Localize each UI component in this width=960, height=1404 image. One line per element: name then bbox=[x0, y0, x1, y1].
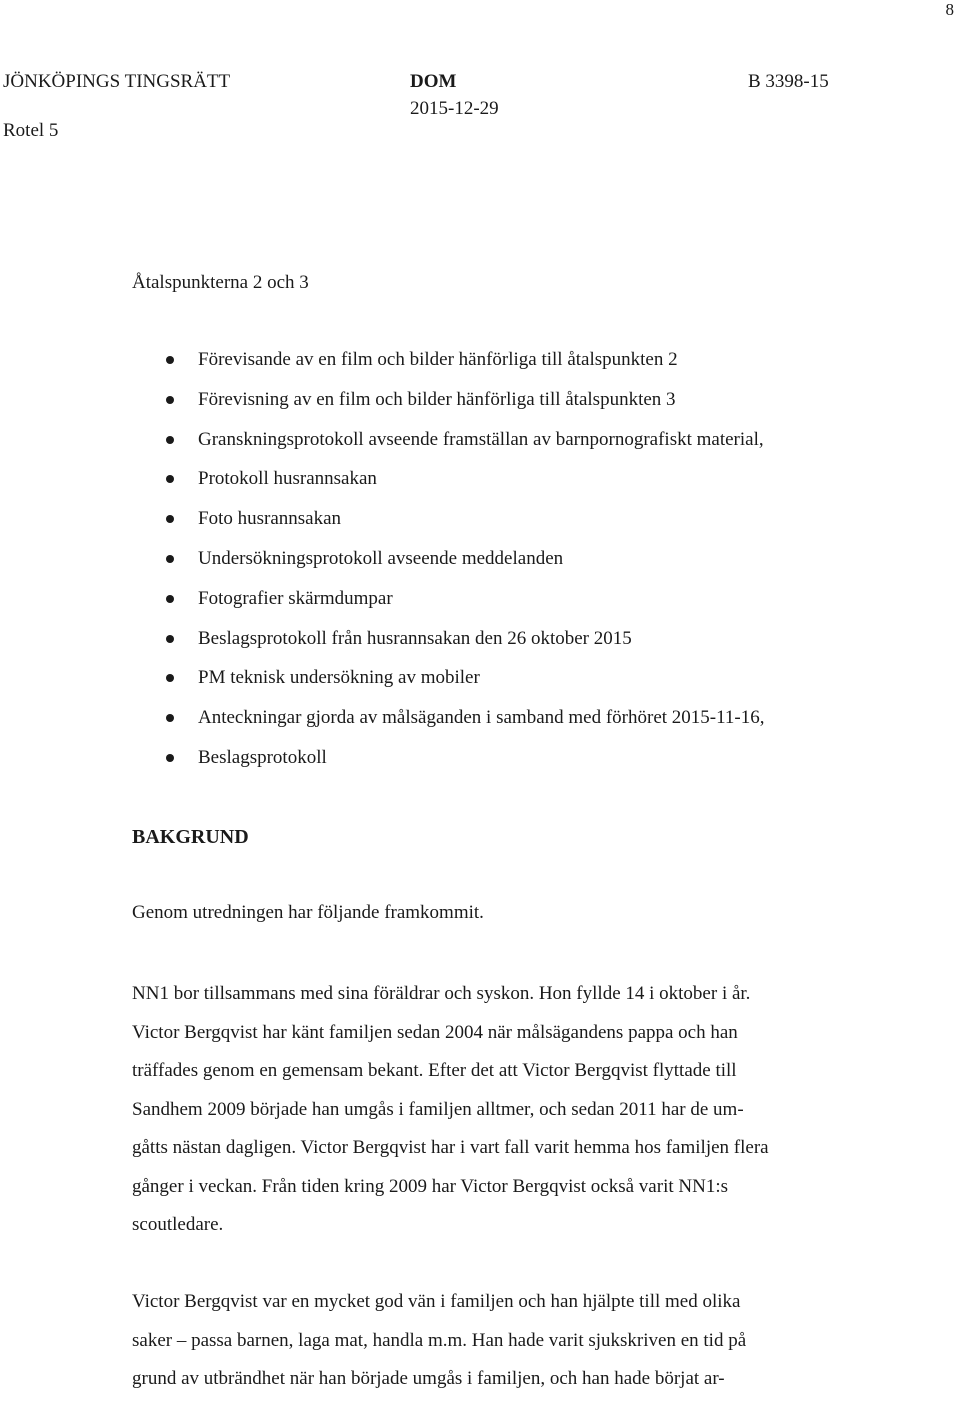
bullet-icon bbox=[166, 674, 174, 682]
background-paragraph-2 bbox=[132, 1288, 892, 1404]
list-item-text: Beslagsprotokoll från husrannsakan den 26 oktober 2015 bbox=[198, 627, 632, 649]
list-item-text: Undersökningsprotokoll avseende meddelanden bbox=[198, 547, 564, 569]
list-item-text: Foto husrannsakan bbox=[198, 508, 342, 530]
list-item-text: Beslagsprotokoll bbox=[198, 746, 327, 768]
document-type: DOM bbox=[410, 71, 457, 92]
court-name: JÖNKÖPINGS TINGSRÄTT bbox=[3, 71, 231, 92]
page-number: 8 bbox=[945, 0, 954, 19]
list-item-text: Förevisning av en film och bilder hänförliga till åtalspunkten 3 bbox=[198, 388, 676, 410]
paragraph-line: scoutledare. bbox=[132, 1214, 224, 1235]
background-paragraph-1 bbox=[132, 980, 892, 1250]
list-item-text: Fotografier skärmdumpar bbox=[198, 587, 393, 609]
counts-heading: Åtalspunkterna 2 och 3 bbox=[132, 272, 309, 293]
bullet-icon bbox=[166, 555, 174, 563]
bullet-icon bbox=[166, 714, 174, 722]
list-item-text: Anteckningar gjorda av målsäganden i samband med förhöret 2015-11-16, bbox=[198, 707, 765, 729]
court-division: Rotel 5 bbox=[3, 120, 59, 141]
list-item-text: Protokoll husrannsakan bbox=[198, 468, 377, 490]
bullet-icon bbox=[166, 754, 174, 762]
paragraph-line: Sandhem 2009 började han umgås i familjen alltmer, och sedan 2011 har de um- bbox=[132, 1098, 744, 1120]
bullet-icon bbox=[166, 396, 174, 404]
intro-sentence: Genom utredningen har följande framkommit. bbox=[132, 902, 484, 923]
bullet-icon bbox=[166, 356, 174, 364]
bullet-icon bbox=[166, 475, 174, 483]
bullet-icon bbox=[166, 595, 174, 603]
paragraph-line: gåtts nästan dagligen. Victor Bergqvist har i vart fall varit hemma hos familjen flera bbox=[132, 1137, 769, 1158]
paragraph-line: NN1 bor tillsammans med sina föräldrar och syskon. Hon fyllde 14 i oktober i år. bbox=[132, 983, 751, 1004]
list-item-text: Förevisande av en film och bilder hänförliga till åtalspunkten 2 bbox=[198, 349, 678, 370]
paragraph-line: Victor Bergqvist var en mycket god vän i familjen och han hjälpte till med olika bbox=[132, 1291, 741, 1312]
paragraph-line: träffades genom en gemensam bekant. Efter det att Victor Bergqvist flyttade till bbox=[132, 1060, 737, 1081]
paragraph-line: saker – passa barnen, laga mat, handla m.m. Han hade varit sjukskriven en tid på bbox=[132, 1329, 747, 1351]
paragraph-line: grund av utbrändhet när han började umgås i familjen, och han hade börjat ar- bbox=[132, 1368, 725, 1389]
bullet-icon bbox=[166, 635, 174, 643]
bullet-icon bbox=[166, 515, 174, 523]
document-date: 2015-12-29 bbox=[410, 98, 499, 119]
paragraph-line: gånger i veckan. Från tiden kring 2009 har Victor Bergqvist också varit NN1:s bbox=[132, 1175, 728, 1197]
list-item-text: Granskningsprotokoll avseende framställan av barnpornografiskt material, bbox=[198, 428, 764, 450]
section-heading-background: BAKGRUND bbox=[132, 826, 249, 848]
case-number: B 3398-15 bbox=[748, 71, 829, 92]
list-item-text: PM teknisk undersökning av mobiler bbox=[198, 667, 480, 689]
bullet-icon bbox=[166, 436, 174, 444]
paragraph-line: Victor Bergqvist har känt familjen sedan 2004 när målsägandens pappa och han bbox=[132, 1021, 738, 1043]
